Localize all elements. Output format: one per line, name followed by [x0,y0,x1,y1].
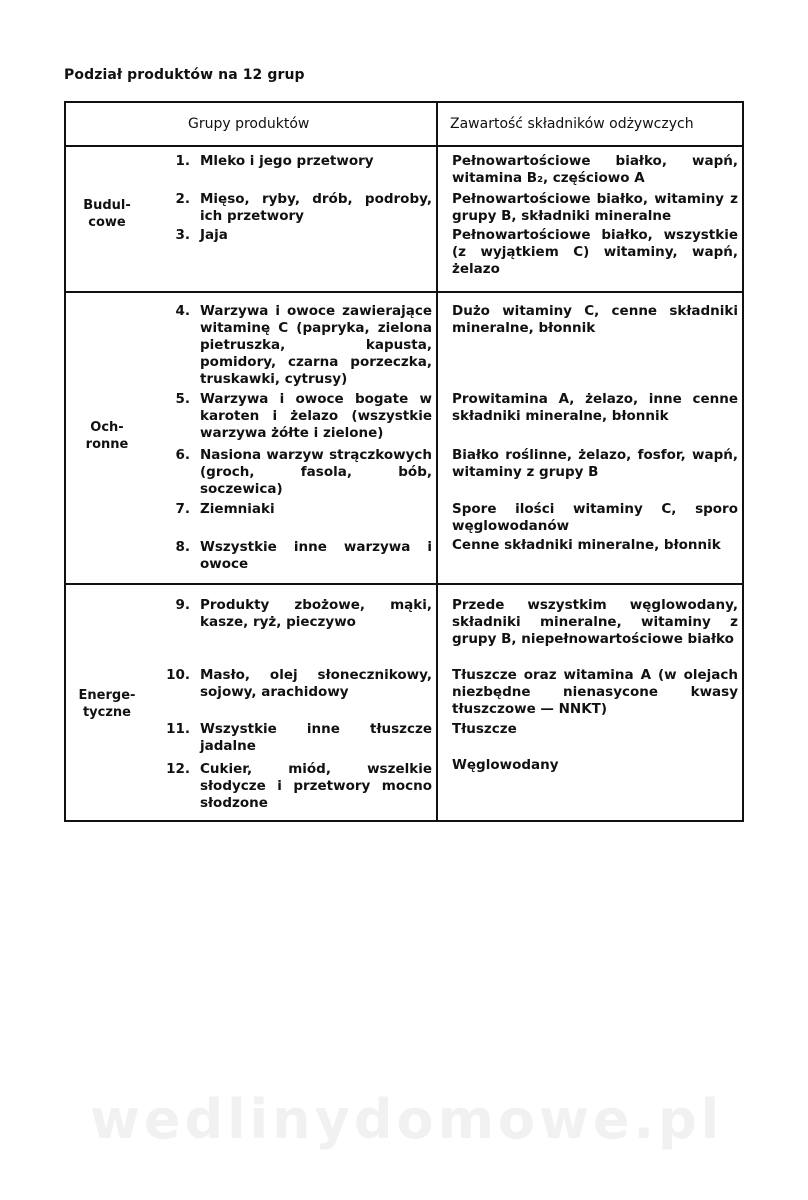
nutrient-description: Przede wszystkim węglowodany, składniki mineralne, witaminy z grupy B, niepełnowartościowe białko [452,597,738,647]
category-label: Och- ronne [85,420,129,452]
nutrient-description: Tłuszcze [452,721,517,737]
nutrient-description: Węglowodany [452,757,559,773]
nutrient-description: Pełnowartościowe białko, witaminy z grupy B, składniki mineralne [452,191,738,224]
page-title: Podział produktów na 12 grup [64,67,305,83]
header-nutrients: Zawartość składników odżywczych [450,116,694,132]
header-groups: Grupy produktów [188,116,310,132]
watermark: wedlinydomowe.pl [90,1088,724,1151]
section-budulcowe: Budul- cowe 1. Mleko i jego przetwory 2. Mięso, ryby, drób, podroby, ich przetwory 3. Jaja Pełnowartościowe białko, wapń, witamina B₂, częściowo A Pełnowartościowe białko, witaminy z grupy B, składniki mineralne Pełnowartościowe białko, wszystkie (z wyjątkiem C) witaminy, wapń, żelazo [66,145,742,293]
nutrient-description: Spore ilości witaminy C, sporo węglowodanów [452,501,738,534]
nutrient-description: Pełnowartościowe białko, wapń, witamina B₂, częściowo A [452,153,738,186]
table-header [66,103,742,147]
nutrient-description: Prowitamina A, żelazo, inne cenne składniki mineralne, błonnik [452,391,738,424]
nutrient-description: Cenne składniki mineralne, błonnik [452,537,721,553]
nutrient-description: Pełnowartościowe białko, wszystkie (z wyjątkiem C) witaminy, wapń, żelazo [452,227,738,277]
product-groups-table [64,101,744,822]
section-ochronne: Och- ronne 4. Warzywa i owoce zawierające witaminę C (papryka, zielona pietruszka, kapusta, pomidory, czarna porzeczka, truskawki, cytrusy) 5. Warzywa i owoce bogate w karoten i żelazo (wszystkie warzywa żółte i zielone) 6. Nasiona warzyw strączkowych (groch, fasola, bób, soczewica) 7. Ziemniaki 8. Wszystkie inne warzywa i owoce Dużo witaminy C, cenne składniki mineralne, błonnik Prowitamina A, żelazo, inne cenne składniki mineralne, błonnik Białko roślinne, żelazo, fosfor, wapń, witaminy z grupy B Spore ilości witaminy C, sporo węglowodanów Cenne składniki mineralne, błonnik [66,293,742,585]
section-energetyczne: Energe- tyczne 9. Produkty zbożowe, mąki, kasze, ryż, pieczywo 10. Masło, olej słonecznikowy, sojowy, arachidowy 11. Wszystkie inne tłuszcze jadalne 12. Cukier, miód, wszelkie słodycze i przetwory mocno słodzone Przede wszystkim węglowodany, składniki mineralne, witaminy z grupy B, niepełnowartościowe białko Tłuszcze oraz witamina A (w olejach niezbędne nienasycone kwasy tłuszczowe — NNKT) Tłuszcze Węglowodany [66,585,742,820]
nutrient-description: Dużo witaminy C, cenne składniki mineralne, błonnik [452,303,738,336]
nutrient-description: Białko roślinne, żelazo, fosfor, wapń, witaminy z grupy B [452,447,738,480]
nutrient-description: Tłuszcze oraz witamina A (w olejach niezbędne nienasycone kwasy tłuszczowe — NNKT) [452,667,738,717]
category-label: Budul- cowe [83,198,131,230]
category-label: Energe- tyczne [78,688,136,720]
